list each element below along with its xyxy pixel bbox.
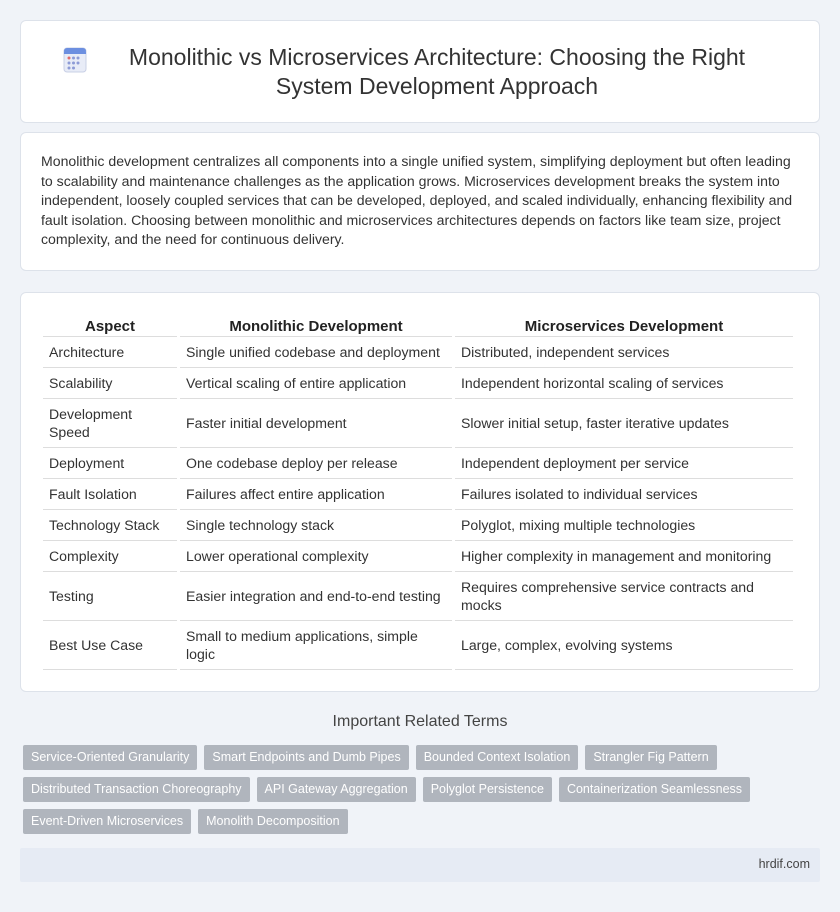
table-cell-aspect: Scalability xyxy=(43,368,177,399)
related-term-tag[interactable]: Service-Oriented Granularity xyxy=(23,745,197,770)
related-term-tag[interactable]: Distributed Transaction Choreography xyxy=(23,777,250,802)
related-term-tag[interactable]: Bounded Context Isolation xyxy=(416,745,579,770)
related-term-tag[interactable]: Containerization Seamlessness xyxy=(559,777,750,802)
related-terms-heading: Important Related Terms xyxy=(332,713,508,730)
table-cell-aspect: Development Speed xyxy=(43,399,177,448)
table-cell-monolithic: One codebase deploy per release xyxy=(180,448,452,479)
table-cell-monolithic: Easier integration and end-to-end testing xyxy=(180,572,452,621)
table-cell-monolithic: Single unified codebase and deployment xyxy=(180,337,452,368)
table-cell-aspect: Architecture xyxy=(43,337,177,368)
column-header-microservices: Microservices Development xyxy=(455,315,793,337)
intro-card xyxy=(20,132,820,271)
table-header-row xyxy=(43,315,793,337)
table-cell-aspect: Complexity xyxy=(43,541,177,572)
table-row xyxy=(43,448,793,479)
column-header-monolithic: Monolithic Development xyxy=(180,315,452,337)
table-cell-monolithic: Vertical scaling of entire application xyxy=(180,368,452,399)
comparison-table xyxy=(40,315,796,670)
table-row xyxy=(43,479,793,510)
table-cell-aspect: Fault Isolation xyxy=(43,479,177,510)
table-cell-microservices: Failures isolated to individual services xyxy=(455,479,793,510)
table-cell-monolithic: Small to medium applications, simple logic xyxy=(180,621,452,670)
table-row xyxy=(43,541,793,572)
table-cell-microservices: Independent horizontal scaling of services xyxy=(455,368,793,399)
table-cell-microservices: Polyglot, mixing multiple technologies xyxy=(455,510,793,541)
related-terms-tags xyxy=(23,745,783,834)
related-term-tag[interactable]: Monolith Decomposition xyxy=(198,809,347,834)
table-row xyxy=(43,510,793,541)
table-cell-monolithic: Single technology stack xyxy=(180,510,452,541)
title-card xyxy=(20,20,820,123)
table-cell-monolithic: Failures affect entire application xyxy=(180,479,452,510)
table-cell-microservices: Distributed, independent services xyxy=(455,337,793,368)
related-term-tag[interactable]: API Gateway Aggregation xyxy=(257,777,416,802)
table-row xyxy=(43,337,793,368)
related-term-tag[interactable]: Event-Driven Microservices xyxy=(23,809,191,834)
table-row xyxy=(43,621,793,670)
table-cell-microservices: Large, complex, evolving systems xyxy=(455,621,793,670)
table-cell-aspect: Deployment xyxy=(43,448,177,479)
table-row xyxy=(43,399,793,448)
table-cell-microservices: Requires comprehensive service contracts and mocks xyxy=(455,572,793,621)
table-cell-microservices: Higher complexity in management and monitoring xyxy=(455,541,793,572)
table-cell-microservices: Slower initial setup, faster iterative updates xyxy=(455,399,793,448)
table-cell-aspect: Best Use Case xyxy=(43,621,177,670)
related-term-tag[interactable]: Smart Endpoints and Dumb Pipes xyxy=(204,745,408,770)
table-cell-aspect: Technology Stack xyxy=(43,510,177,541)
table-cell-monolithic: Faster initial development xyxy=(180,399,452,448)
page-title: Monolithic vs Microservices Architecture: Choosing the Right System Development Approach xyxy=(128,43,746,99)
intro-paragraph: Monolithic development centralizes all components into a single unified system, simplifying deployment but often leading to scalability and maintenance challenges as the application grows. Microservices development breaks the system into independent, loosely coupled services that can be developed, deployed, and scaled individually, enhancing flexibility and fault isolation. Choosing between monolithic and microservices architectures depends on factors like team size, project complexity, and the need for continuous delivery. xyxy=(41,153,793,247)
table-cell-microservices: Independent deployment per service xyxy=(455,448,793,479)
footer xyxy=(20,848,820,882)
table-row xyxy=(43,572,793,621)
column-header-aspect: Aspect xyxy=(43,315,177,337)
table-row xyxy=(43,368,793,399)
footer-site-link[interactable]: hrdif.com xyxy=(758,857,810,871)
document-icon xyxy=(63,47,87,73)
related-term-tag[interactable]: Strangler Fig Pattern xyxy=(585,745,716,770)
related-term-tag[interactable]: Polyglot Persistence xyxy=(423,777,552,802)
table-cell-aspect: Testing xyxy=(43,572,177,621)
comparison-table-card xyxy=(20,292,820,692)
table-cell-monolithic: Lower operational complexity xyxy=(180,541,452,572)
